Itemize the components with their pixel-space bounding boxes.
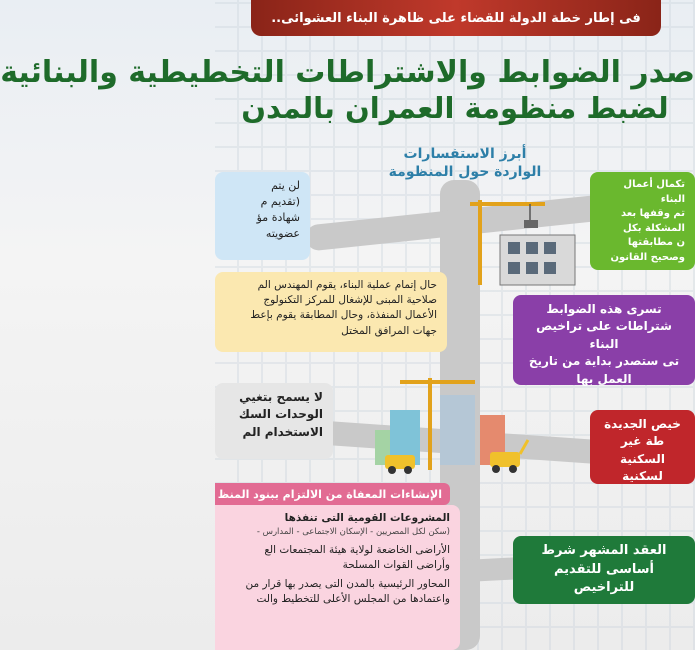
- subtitle: أبرز الاستفسارات الواردة حول المنظومة: [388, 146, 542, 181]
- main-title-line2: لضبط منظومة العمران بالمدن: [241, 91, 669, 125]
- card-right-purple: تسرى هذه الضوابط شتراطات على تراخيص البناء تى ستصدر بداية من تاريخ العمل بها: [513, 295, 695, 385]
- card-left-gray: لا يسمح بتغيي الوحدات السك الاستخدام الم: [215, 383, 333, 459]
- card-left-pink: [215, 505, 460, 650]
- construction-building-illustration: [460, 190, 590, 290]
- card-left-yellow: حال إتمام عملية البناء، يقوم المهندس الم صلاحية المبنى للإشغال للمركز التكنولوج الأعمال المنفذة، وحال المطابقة يقوم بإعط جهات المرافق المختل: [215, 272, 447, 352]
- exempt-item-3: الأراضى الخاضعة لولاية هيئة المجتمعات الع وأراضى القوات المسلحة: [264, 543, 450, 571]
- exempt-item-1: المشروعات القومية التى تنفذها: [284, 512, 450, 524]
- main-title-line1: صدر الضوابط والاشتراطات التخطيطية والبنائية: [0, 55, 695, 90]
- card-right-green: تكمال أعمال البناء تم وقفها بعد المشكلة بكل ن مطابقتها وصحيح القانون: [590, 172, 695, 270]
- card-right-dkgreen: العقد المشهر شرط أساسى للتقديم للتراخيص: [513, 536, 695, 604]
- exempt-item-4: المحاور الرئيسية بالمدن التى يصدر بها قرار من واعتمادها من المجلس الأعلى للتخطيط والت: [245, 577, 450, 606]
- city-construction-illustration: [370, 370, 530, 475]
- card-right-red: خيص الجديدة طة غير السكنية لسكنية: [590, 410, 695, 484]
- top-banner: فى إطار خطة الدولة للقضاء على ظاهرة البناء العشوائى..: [251, 0, 661, 36]
- exempt-header: الإنشاءات المعفاة من الالتزام ببنود المنظ: [215, 483, 450, 505]
- exempt-item-2: (سكن لكل المصريين - الإسكان الاجتماعى - المدارس -: [256, 527, 450, 538]
- card-left-blue: لن يتم (تقديم م شهادة مؤ عضويته: [215, 172, 310, 260]
